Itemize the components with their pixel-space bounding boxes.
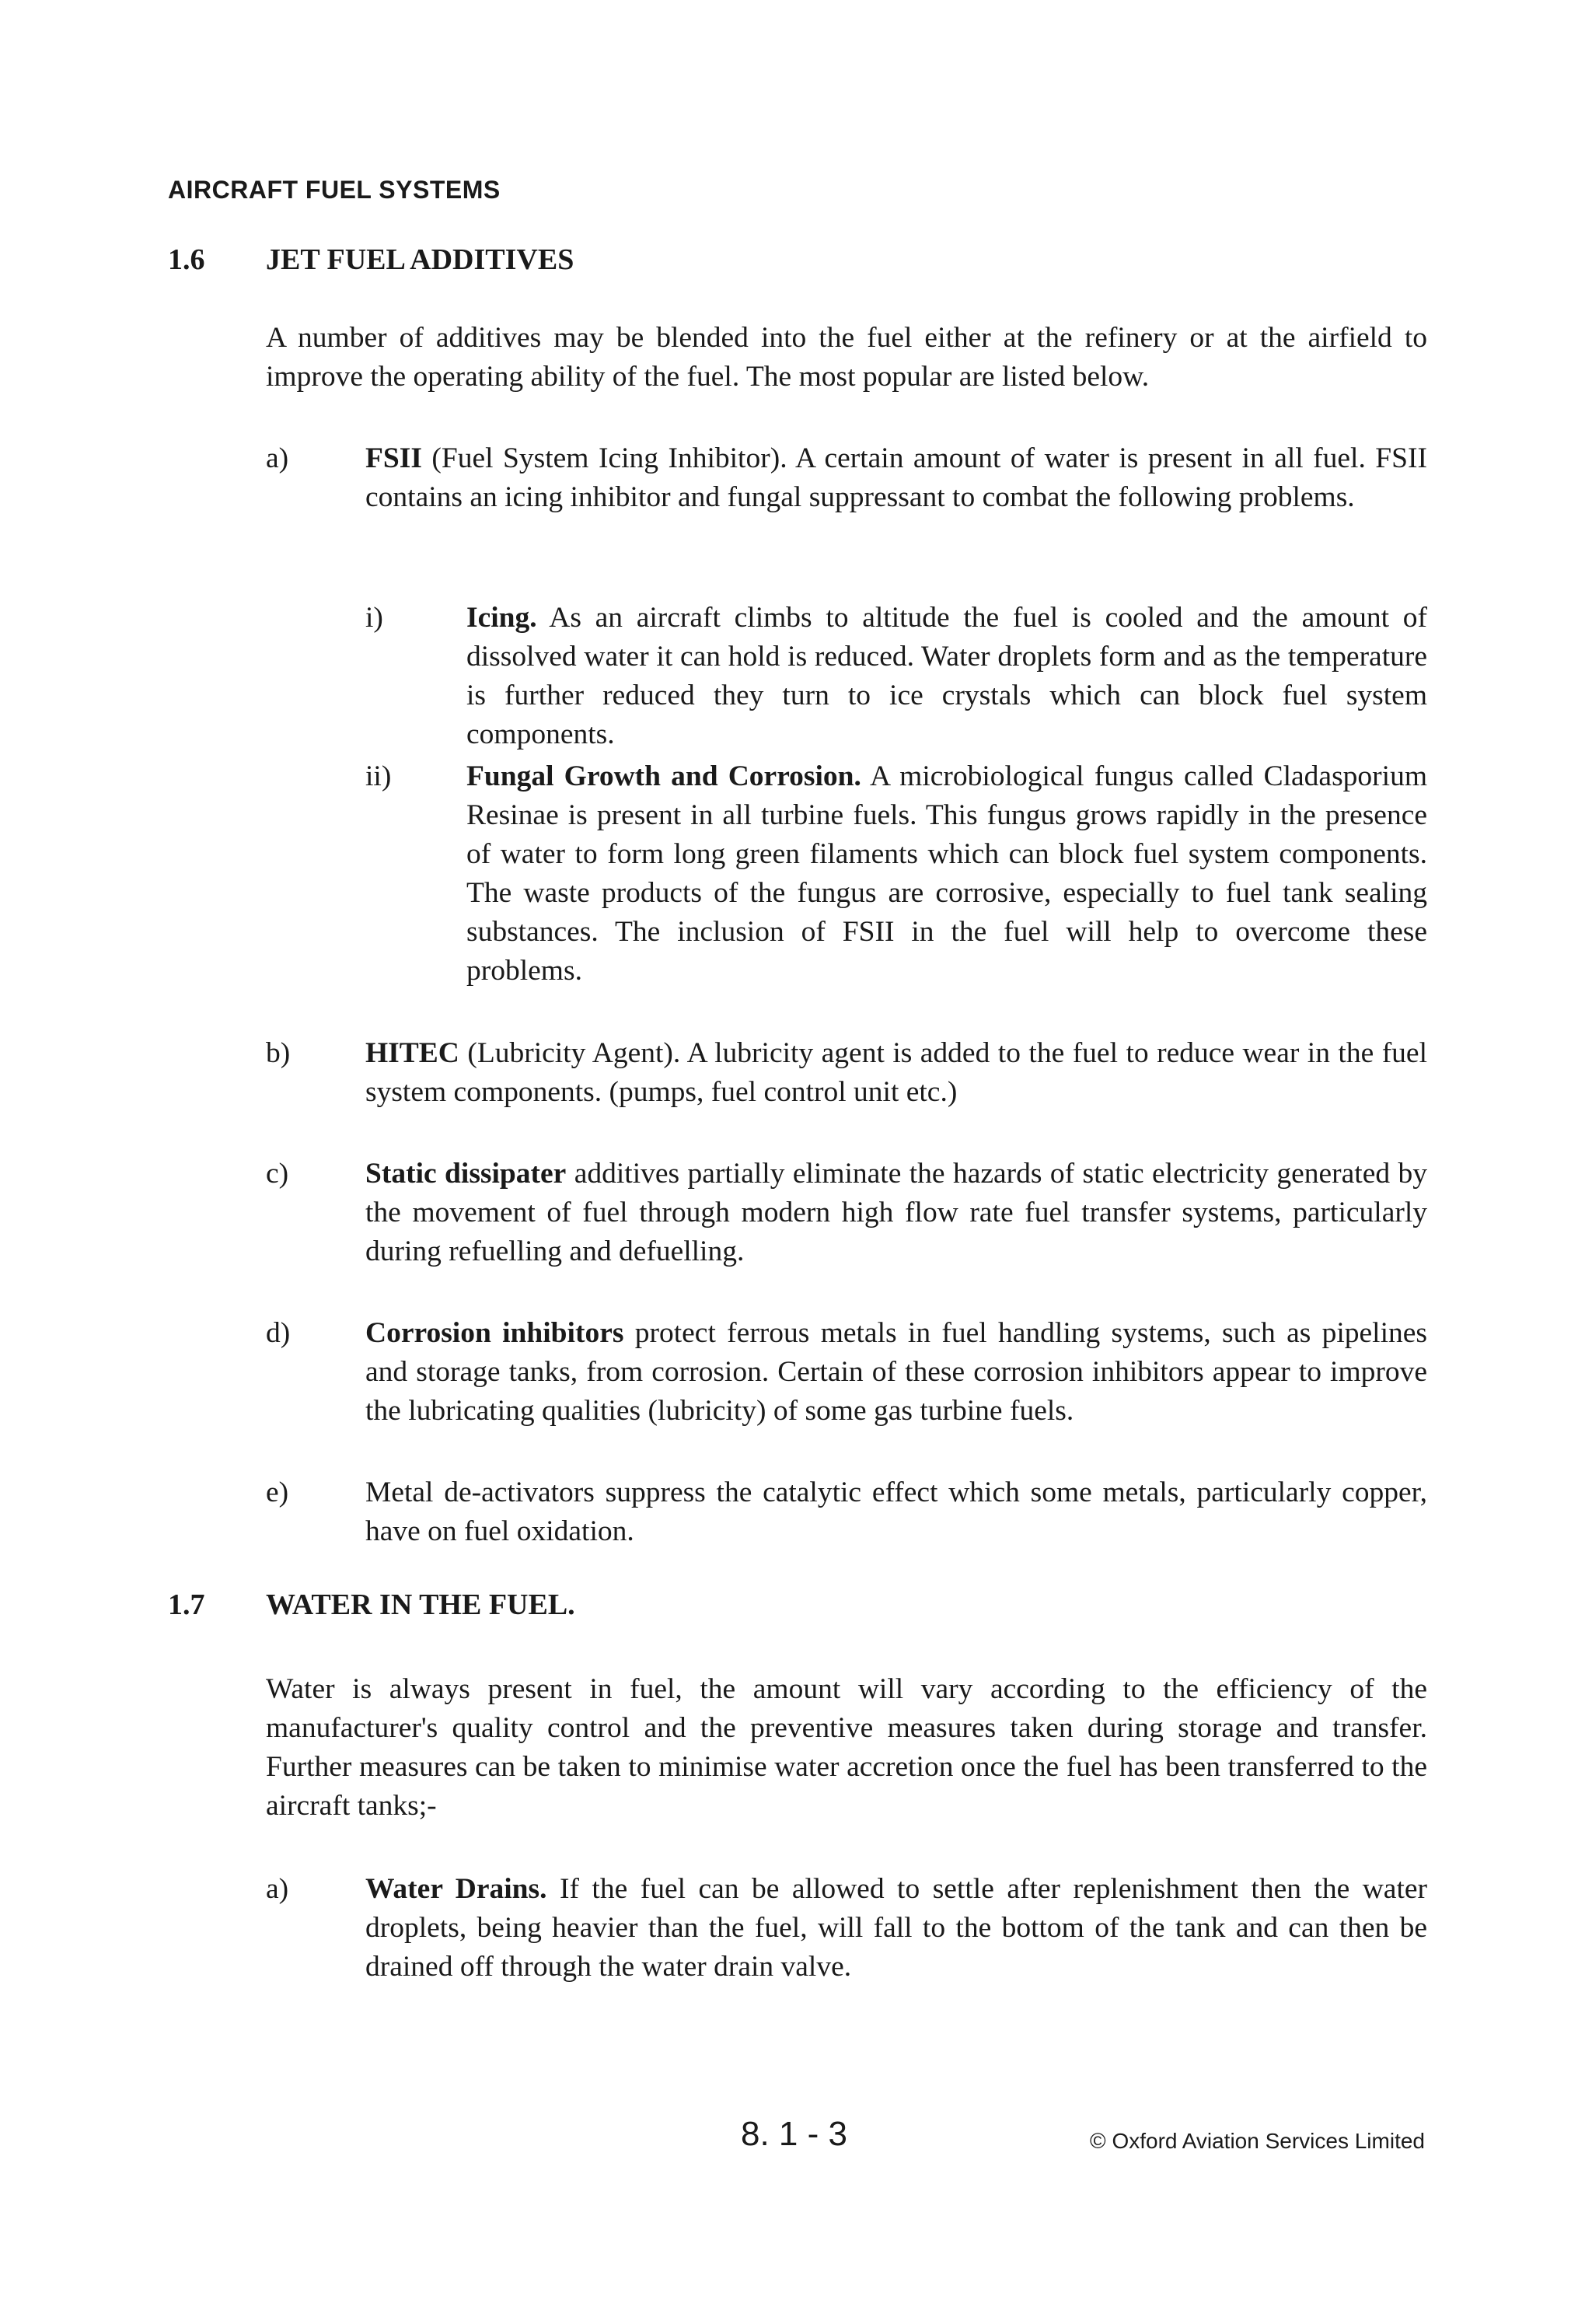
list-item [365, 1314, 1427, 1431]
sub-item-text: A microbiological fungus called Cladasporium Resinae is present in all turbine fuels. This fungus grows rapidly in the presence of water to form long green filaments which can block fuel system components. The waste products of the fungus are corrosive, especially to fuel tank sealing substances. The inclusion of FSII in the fuel will help to overcome these problems. [466, 760, 1427, 987]
sub-item-term: Fungal Growth and Corrosion. [466, 760, 861, 792]
page-number: 8. 1 - 3 [741, 2115, 847, 2153]
list-item [365, 1155, 1427, 1271]
page-header: AIRCRAFT FUEL SYSTEMS [168, 176, 501, 204]
copyright-notice: © Oxford Aviation Services Limited [1090, 2129, 1425, 2153]
section-number: 1.7 [168, 1588, 205, 1621]
list-item [365, 1870, 1427, 1987]
list-item-term: HITEC [365, 1037, 459, 1069]
sub-item-label: ii) [365, 760, 392, 792]
list-item-text: (Lubricity Agent). A lubricity agent is added to the fuel to reduce wear in the fuel system components. (pumps, fuel control unit etc.) [365, 1037, 1427, 1108]
list-item-label: a) [266, 1873, 289, 1905]
list-item-text: Metal de-activators suppress the catalytic effect which some metals, particularly copper, have on fuel oxidation. [365, 1477, 1427, 1547]
sub-item-label: i) [365, 602, 383, 634]
list-item-text: (Fuel System Icing Inhibitor). A certain amount of water is present in all fuel. FSII contains an icing inhibitor and fungal suppressant to combat the following problems. [365, 442, 1427, 513]
list-item [365, 1034, 1427, 1112]
list-item-label: a) [266, 442, 289, 474]
sub-item-term: Icing. [466, 602, 537, 634]
list-item-text: additives partially eliminate the hazards of static electricity generated by the movement of fuel through modern high flow rate fuel transfer systems, particularly during refuelling and defuelling. [365, 1158, 1427, 1267]
list-item-term: Corrosion inhibitors [365, 1317, 624, 1349]
section-intro: Water is always present in fuel, the amount will vary according to the efficiency of the manufacturer's quality control and the preventive measures taken during storage and transfer. Further measures can be taken to minimise water accretion once the fuel has been transferred to the aircraft tanks;- [266, 1673, 1427, 1822]
list-item [365, 439, 1427, 517]
section-title: WATER IN THE FUEL. [266, 1588, 575, 1621]
list-item-label: c) [266, 1158, 289, 1190]
sub-item-text: As an aircraft climbs to altitude the fuel is cooled and the amount of dissolved water it can hold is reduced. Water droplets form and as the temperature is further reduced they turn to ice crystals which can block fuel system components. [466, 602, 1427, 750]
list-item-term: FSII [365, 442, 422, 474]
list-item-label: b) [266, 1037, 291, 1069]
list-item-term: Water Drains. [365, 1873, 547, 1905]
list-item-term: Static dissipater [365, 1158, 567, 1190]
section-title: JET FUEL ADDITIVES [266, 243, 574, 276]
sub-item [466, 757, 1427, 991]
section-number: 1.6 [168, 243, 205, 276]
list-item [365, 1473, 1427, 1551]
list-item-text: protect ferrous metals in fuel handling systems, such as pipelines and storage tanks, from corrosion. Certain of these corrosion inhibitors appear to improve the lubricating qualities (lubricity) of some gas turbine fuels. [365, 1317, 1428, 1427]
list-item-label: d) [266, 1317, 291, 1349]
section-intro: A number of additives may be blended into the fuel either at the refinery or at the airfield to improve the operating ability of the fuel. The most popular are listed below. [266, 322, 1427, 393]
list-item-label: e) [266, 1477, 289, 1508]
list-item-text: If the fuel can be allowed to settle after replenishment then the water droplets, being heavier than the fuel, will fall to the bottom of the tank and can then be drained off through the water drain valve. [365, 1873, 1428, 1983]
sub-item [466, 599, 1427, 754]
